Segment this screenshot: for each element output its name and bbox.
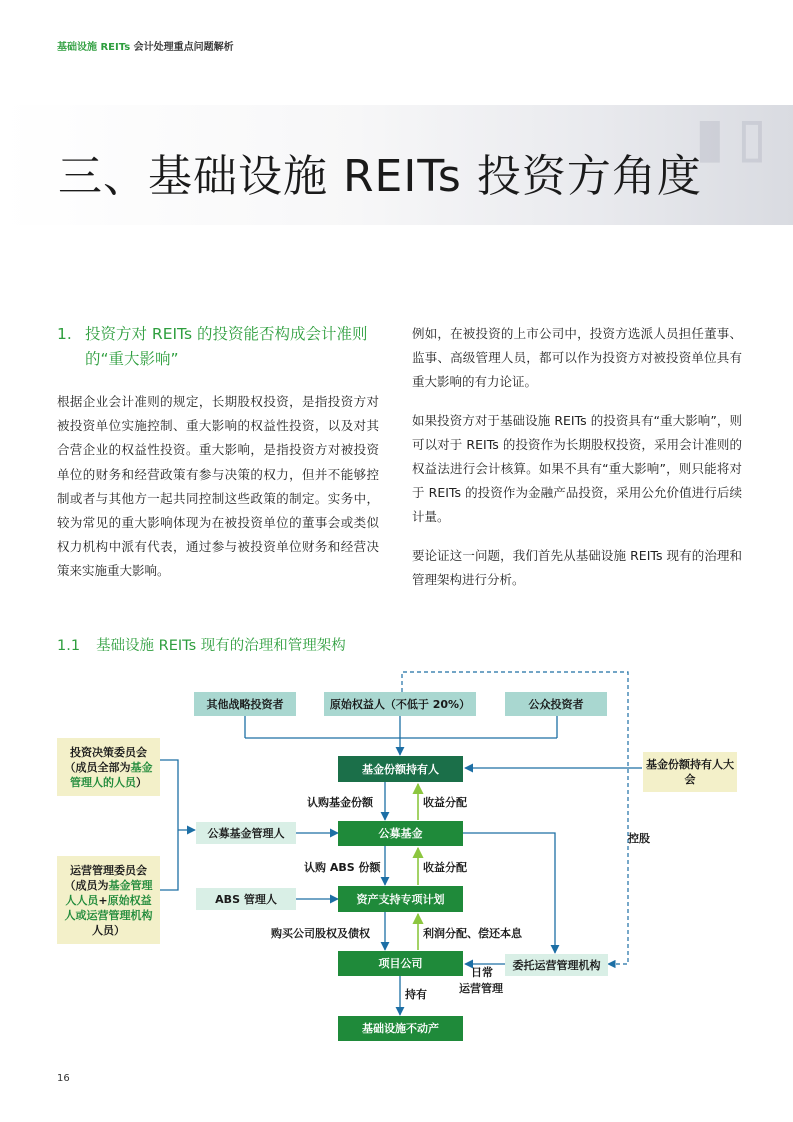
box-investment-committee — [57, 738, 160, 796]
section-number: 1. — [57, 325, 72, 343]
committee2-hl1: 基金管理人人员 — [65, 878, 153, 907]
label-daily-ops-1: 日常 — [471, 966, 493, 979]
paragraph-1: 根据企业会计准则的规定，长期股权投资，是指投资方对被投资单位实施控制、重大影响的权益性投资，以及对其合营企业的权益性投资。重大影响，是指投资方对被投资单位的财务和经营政策有参与决策的权力，但并不能够控制或者与其他方一起共同控制这些政策的制定。实务中，较为常见的重大影响体现为在被投资单位的董事会或类似权力机构中派有代表，通过参与被投资单位财务和经营决策来实施重大影响。 — [57, 394, 379, 579]
label-subscribe-fund: 认购基金份额 — [307, 796, 373, 809]
box-public-fund: 公募基金 — [338, 821, 463, 846]
box-holders-assembly: 基金份额持有人大会 — [643, 752, 737, 792]
box-abs-plan: 资产支持专项计划 — [338, 886, 463, 912]
box-ops-agency: 委托运营管理机构 — [505, 954, 608, 976]
label-daily-ops-2: 运营管理 — [459, 982, 503, 995]
section-heading-text: 投资方对 REITs 的投资能否构成会计准则的“重大影响” — [85, 325, 368, 368]
committee1-highlight: 基金管理人的人员 — [70, 760, 153, 789]
running-header-accent: 基础设施 REITs — [57, 42, 131, 53]
banner-decoration: ▮▯ — [688, 105, 773, 177]
label-control: 控股 — [628, 832, 650, 845]
label-distribution-1: 收益分配 — [423, 796, 467, 809]
paragraph-2: 例如，在被投资的上市公司中，投资方选派人员担任董事、监事、高级管理人员，都可以作为投资方对被投资单位具有重大影响的有力论证。 — [412, 326, 742, 390]
label-hold: 持有 — [405, 988, 427, 1001]
committee2-hl2: 原始权益人或运营管理机构 — [64, 893, 153, 922]
box-original-equity-holder: 原始权益人（不低于 20%） — [324, 692, 476, 716]
box-fund-manager: 公募基金管理人 — [196, 822, 296, 844]
page-number: 16 — [57, 1073, 70, 1084]
page-title: 三、基础设施 REITs 投资方角度 — [58, 151, 702, 202]
label-buy-equity-debt: 购买公司股权及债权 — [271, 927, 370, 940]
subsection-number: 1.1 — [57, 638, 81, 654]
box-operations-committee — [57, 856, 160, 944]
box-infrastructure-asset: 基础设施不动产 — [338, 1016, 463, 1041]
box-strategic-investors: 其他战略投资者 — [194, 692, 296, 716]
label-distribution-2: 收益分配 — [423, 861, 467, 874]
box-project-company: 项目公司 — [338, 951, 463, 976]
paragraph-4: 要论证这一问题，我们首先从基础设施 REITs 现有的治理和管理架构进行分析。 — [412, 547, 742, 587]
box-fund-unit-holders: 基金份额持有人 — [338, 756, 463, 782]
committee2-mid: + — [98, 893, 108, 907]
running-header-rest: 会计处理重点问题解析 — [130, 42, 234, 53]
subsection-heading-text: 基础设施 REITs 现有的治理和管理架构 — [96, 638, 346, 654]
label-profit-repayment: 利润分配、偿还本息 — [423, 927, 522, 940]
connector-committee1 — [160, 760, 178, 890]
box-abs-manager: ABS 管理人 — [196, 888, 296, 910]
label-subscribe-abs: 认购 ABS 份额 — [304, 861, 381, 874]
committee1-suffix: ） — [136, 775, 147, 789]
committee1-prefix: 投资决策委员会（成员全部为 — [64, 745, 147, 774]
box-public-investors: 公众投资者 — [505, 692, 607, 716]
paragraph-3: 如果投资方对于基础设施 REITs 的投资具有“重大影响”，则可以对于 REITs 的投资作为长期股权投资，采用会计准则的权益法进行会计核算。如果不具有“重大影响”，则只能将对于 REITs 的投资作为金融产品投资，采用公允价值进行后续计量。 — [412, 412, 742, 525]
committee2-suffix: 人员） — [92, 923, 125, 937]
committee2-prefix: 运营管理委员会（成员为 — [64, 863, 147, 892]
